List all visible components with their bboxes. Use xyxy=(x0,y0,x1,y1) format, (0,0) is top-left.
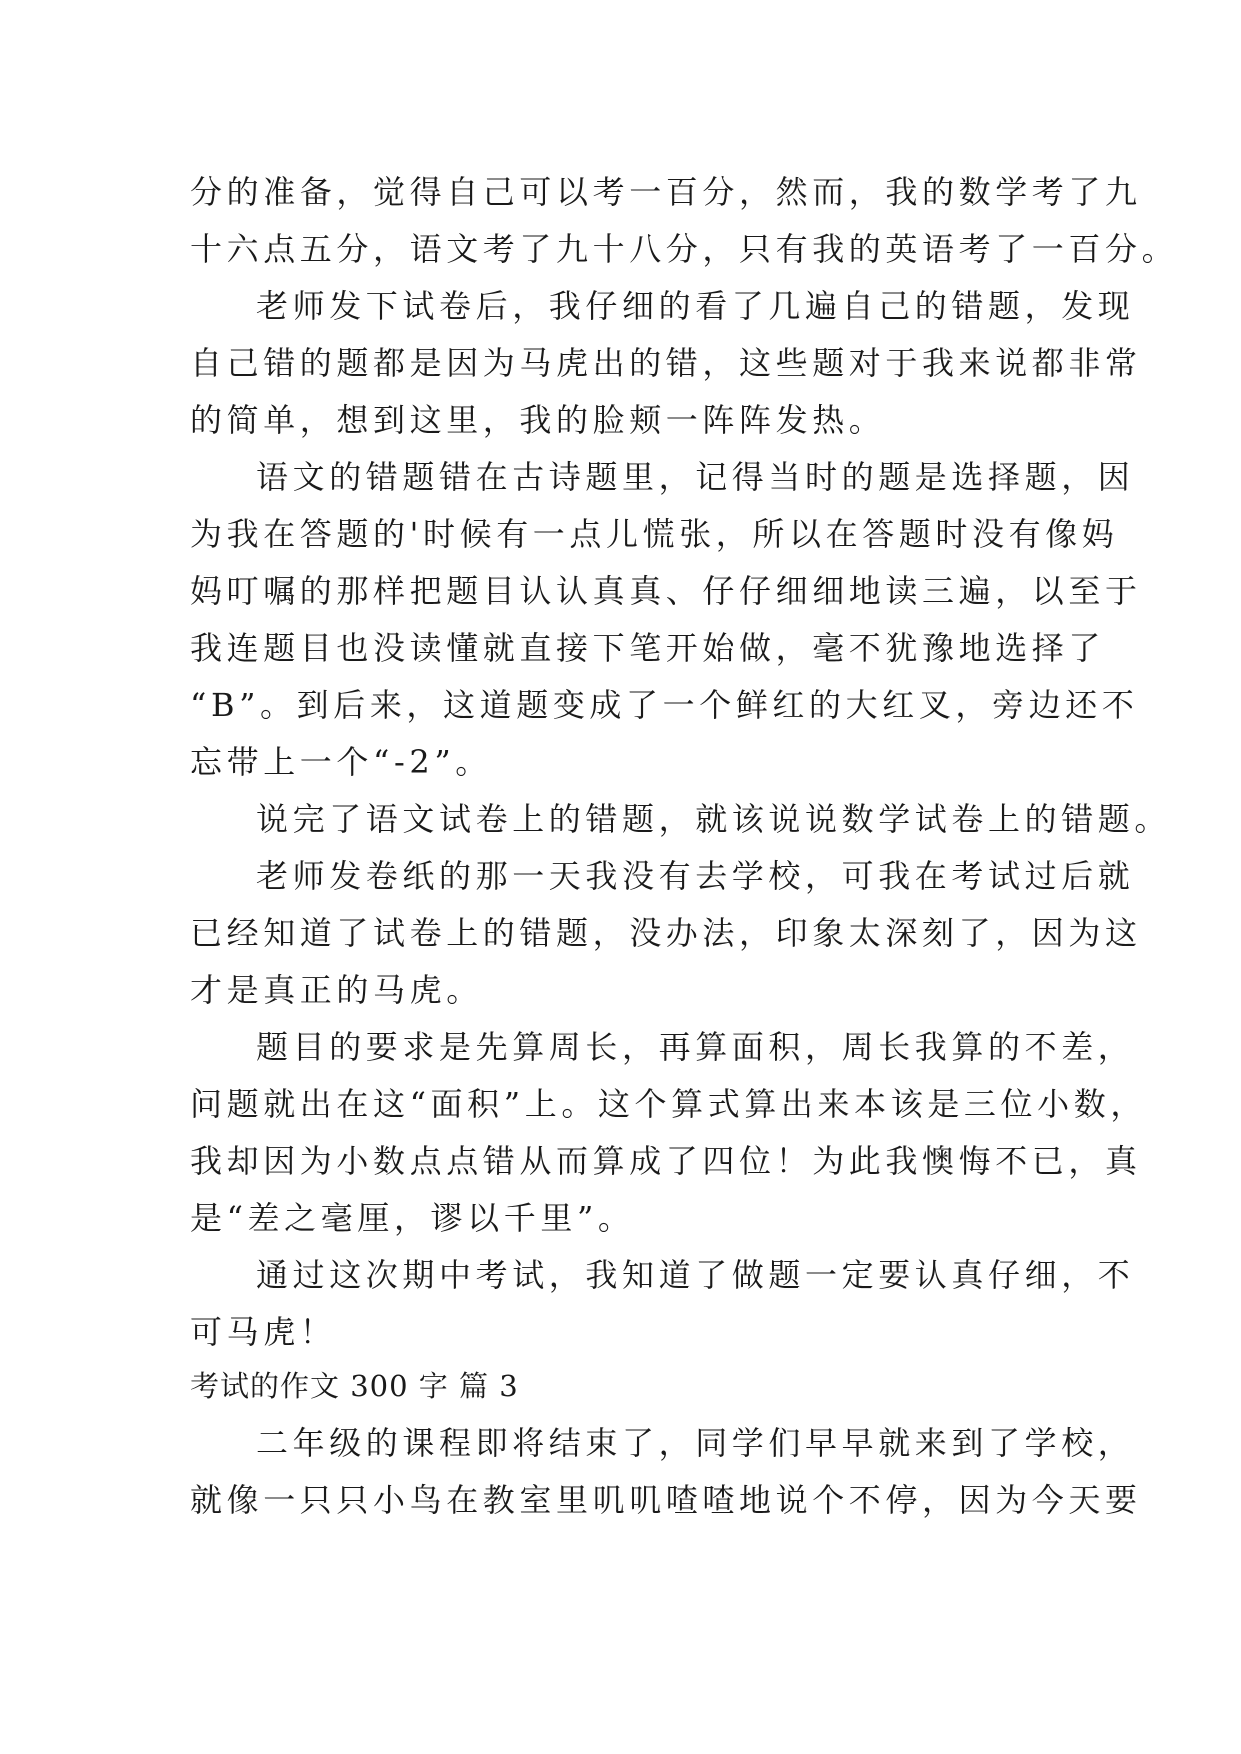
text-line: 是“差之毫厘，谬以千里”。 xyxy=(190,1199,635,1237)
text-line: “B”。到后来，这道题变成了一个鲜红的大红叉，旁边还不 xyxy=(190,686,1139,724)
section-heading: 考试的作文 300 字 篇 3 xyxy=(190,1369,519,1403)
text-line: 就像一只只小鸟在教室里叽叽喳喳地说个不停，因为今天要 xyxy=(190,1481,1142,1519)
text-line: 自己错的题都是因为马虎出的错，这些题对于我来说都非常 xyxy=(190,344,1142,382)
text-line: 才是真正的马虎。 xyxy=(190,971,483,1009)
text-line: 为我在答题的'时候有一点儿慌张，所以在答题时没有像妈 xyxy=(190,515,1119,553)
text-line: 我却因为小数点点错从而算成了四位！为此我懊悔不已，真 xyxy=(190,1142,1142,1180)
text-line: 老师发卷纸的那一天我没有去学校，可我在考试过后就 xyxy=(256,857,1135,895)
text-line: 老师发下试卷后，我仔细的看了几遍自己的错题，发现 xyxy=(256,287,1135,325)
text-line: 分的准备，觉得自己可以考一百分，然而，我的数学考了九 xyxy=(190,173,1142,211)
text-line: 通过这次期中考试，我知道了做题一定要认真仔细，不 xyxy=(256,1256,1135,1294)
text-line: 二年级的课程即将结束了，同学们早早就来到了学校， xyxy=(256,1424,1135,1462)
text-line: 的简单，想到这里，我的脸颊一阵阵发热。 xyxy=(190,401,886,439)
text-line: 我连题目也没读懂就直接下笔开始做，毫不犹豫地选择了 xyxy=(190,629,1106,667)
text-line: 妈叮嘱的那样把题目认认真真、仔仔细细地读三遍，以至于 xyxy=(190,572,1142,610)
text-line: 十六点五分，语文考了九十八分，只有我的英语考了一百分。 xyxy=(190,230,1179,268)
text-line: 题目的要求是先算周长，再算面积，周长我算的不差， xyxy=(256,1028,1135,1066)
text-line: 可马虎！ xyxy=(190,1313,337,1351)
text-line: 问题就出在这“面积”上。这个算式算出来本该是三位小数， xyxy=(190,1085,1147,1123)
text-line: 语文的错题错在古诗题里，记得当时的题是选择题，因 xyxy=(256,458,1135,496)
text-line: 说完了语文试卷上的错题，就该说说数学试卷上的错题。 xyxy=(256,800,1172,838)
text-line: 已经知道了试卷上的错题，没办法，印象太深刻了，因为这 xyxy=(190,914,1142,952)
text-line: 忘带上一个“-2”。 xyxy=(190,743,492,781)
